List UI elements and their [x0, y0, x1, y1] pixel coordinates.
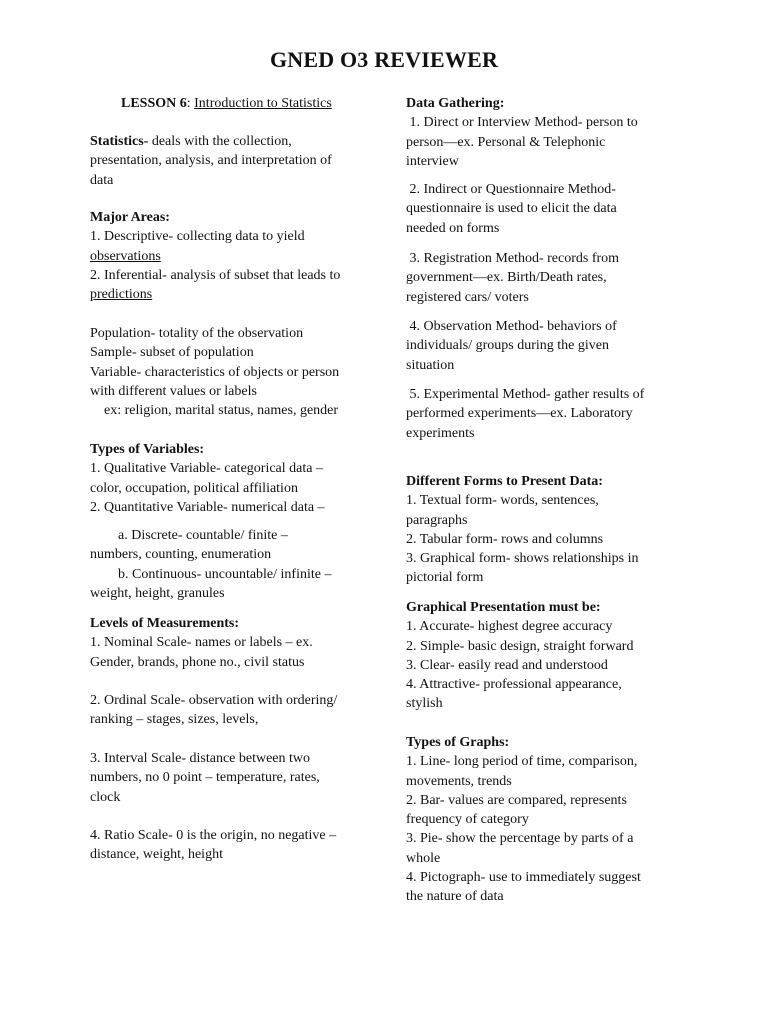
method-line: performed experiments—ex. Laboratory — [406, 406, 633, 422]
definition-line: ex: religion, marital status, names, gender — [90, 403, 339, 419]
data-gathering-heading: Data Gathering: — [406, 96, 505, 111]
graph-line: frequency of category — [406, 812, 529, 828]
graph-line: 2. Bar- values are compared, represents — [406, 792, 627, 808]
method-line: questionnaire is used to elicit the data — [406, 201, 617, 217]
form-line: pictorial form — [406, 570, 484, 586]
method-line: registered cars/ voters — [406, 289, 529, 305]
method-line: 1. Direct or Interview Method- person to — [406, 115, 638, 131]
forms-section — [406, 472, 686, 588]
registration-method — [406, 249, 686, 307]
types-of-graphs-heading: Types of Graphs: — [406, 735, 510, 750]
variable-subtypes — [90, 526, 380, 603]
indirect-method — [406, 180, 686, 238]
form-line: 2. Tabular form- rows and columns — [406, 531, 604, 547]
definition-line: with different values or labels — [90, 383, 257, 399]
scale-line: Gender, brands, phone no., civil status — [90, 654, 305, 670]
levels-of-measurement-section — [90, 614, 380, 672]
definitions-section — [90, 324, 380, 420]
statistics-def-line: deals with the collection, — [148, 134, 292, 149]
method-line: interview — [406, 153, 459, 169]
presentation-line: 1. Accurate- highest degree accuracy — [406, 619, 613, 635]
major-area-keyword: predictions — [90, 287, 153, 303]
types-of-graphs-section — [406, 733, 686, 907]
graph-line: the nature of data — [406, 889, 504, 905]
definition-line: Variable- characteristics of objects or person — [90, 364, 340, 380]
method-line: 4. Observation Method- behaviors of — [406, 319, 617, 334]
observation-method — [406, 317, 686, 375]
graph-line: movements, trends — [406, 773, 512, 789]
graph-line: 4. Pictograph- use to immediately suggest — [406, 870, 641, 886]
presentation-line: 4. Attractive- professional appearance, — [406, 677, 622, 693]
major-area-keyword: observations — [90, 248, 161, 264]
variable-line: b. Continuous- uncountable/ infinite – — [90, 566, 332, 582]
statistics-definition — [90, 132, 380, 190]
scale-line: 1. Nominal Scale- names or labels – ex. — [90, 635, 313, 651]
method-line: individuals/ groups during the given — [406, 338, 609, 354]
definition-line: Population- totality of the observation — [90, 326, 304, 341]
experimental-method — [406, 385, 686, 443]
forms-heading: Different Forms to Present Data: — [406, 474, 603, 489]
method-line: 2. Indirect or Questionnaire Method- — [406, 182, 616, 197]
lesson-separator: : — [186, 96, 195, 111]
major-area-item: 2. Inferential- analysis of subset that leads to — [90, 267, 341, 283]
form-line: paragraphs — [406, 512, 468, 528]
method-line: government—ex. Birth/Death rates, — [406, 270, 607, 286]
scale-line: clock — [90, 789, 121, 805]
method-line: person—ex. Personal & Telephonic — [406, 134, 606, 150]
types-of-variables-section — [90, 440, 380, 517]
ratio-scale — [90, 826, 380, 865]
method-line: experiments — [406, 425, 475, 441]
scale-line: numbers, no 0 point – temperature, rates, — [90, 770, 320, 786]
scale-line: 3. Interval Scale- distance between two — [90, 751, 311, 766]
scale-line: 2. Ordinal Scale- observation with ordering/ — [90, 693, 338, 708]
scale-line: ranking – stages, sizes, levels, — [90, 712, 259, 728]
method-line: situation — [406, 357, 455, 373]
variable-line: 1. Qualitative Variable- categorical data – — [90, 461, 323, 477]
ordinal-scale — [90, 691, 380, 730]
data-gathering-section — [406, 94, 686, 171]
variable-line: weight, height, granules — [90, 585, 225, 601]
lesson-heading — [90, 94, 380, 113]
method-line: needed on forms — [406, 220, 500, 236]
lesson-topic: Introduction to Statistics — [194, 96, 332, 111]
major-areas-heading: Major Areas: — [90, 210, 170, 225]
statistics-term: Statistics- — [90, 134, 149, 149]
presentation-line: 2. Simple- basic design, straight forward — [406, 638, 634, 654]
variable-line: 2. Quantitative Variable- numerical data – — [90, 499, 325, 515]
graphical-presentation-section — [406, 598, 686, 714]
lesson-label: LESSON 6 — [121, 96, 187, 111]
form-line: 1. Textual form- words, sentences, — [406, 493, 599, 509]
presentation-line: 3. Clear- easily read and understood — [406, 657, 608, 673]
method-line: 3. Registration Method- records from — [406, 251, 620, 266]
types-of-variables-heading: Types of Variables: — [90, 442, 205, 457]
presentation-line: stylish — [406, 696, 443, 712]
variable-line: color, occupation, political affiliation — [90, 480, 298, 496]
variable-line: a. Discrete- countable/ finite – — [90, 528, 288, 543]
definition-line: Sample- subset of population — [90, 345, 254, 361]
page-title: GNED O3 REVIEWER — [269, 47, 499, 72]
graphical-presentation-heading: Graphical Presentation must be: — [406, 600, 601, 615]
graph-line: 3. Pie- show the percentage by parts of a — [406, 831, 634, 847]
form-line: 3. Graphical form- shows relationships in — [406, 551, 639, 567]
major-areas-section — [90, 208, 380, 304]
levels-heading: Levels of Measurements: — [90, 616, 240, 631]
graph-line: whole — [406, 850, 441, 866]
method-line: 5. Experimental Method- gather results of — [406, 387, 645, 402]
statistics-def-line: presentation, analysis, and interpretation of — [90, 153, 332, 169]
graph-line: 1. Line- long period of time, comparison, — [406, 754, 638, 770]
variable-line: numbers, counting, enumeration — [90, 547, 272, 563]
interval-scale — [90, 749, 380, 807]
statistics-def-line: data — [90, 172, 114, 188]
scale-line: 4. Ratio Scale- 0 is the origin, no negative – — [90, 828, 337, 843]
scale-line: distance, weight, height — [90, 847, 223, 863]
major-area-item: 1. Descriptive- collecting data to yield — [90, 229, 305, 245]
